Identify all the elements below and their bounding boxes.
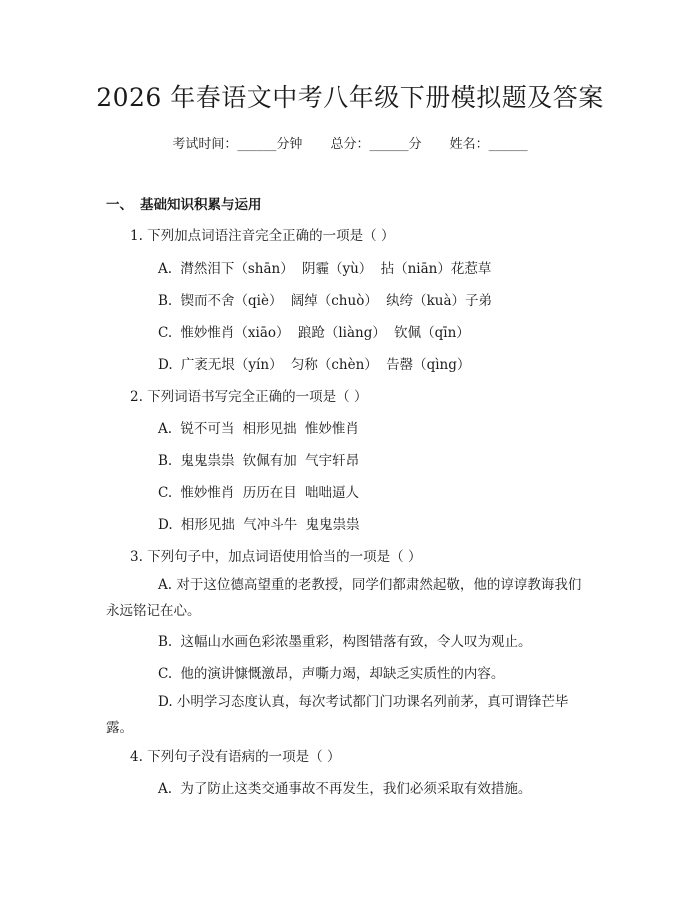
exam-time-field: 考试时间：______分钟 — [172, 137, 303, 152]
question-2-option-c: C. 惟妙惟肖 历历在目 咄咄逼人 — [158, 485, 360, 501]
section-heading — [106, 193, 262, 213]
total-score-field: 总分：______分 — [330, 137, 422, 152]
section-title: 基础知识积累与运用 — [140, 197, 262, 213]
student-name-field: 姓名：______ — [449, 137, 528, 152]
section-number: 一、 — [106, 197, 133, 213]
question-1-option-d: D. 广袤无垠（yín） 匀称（chèn） 告罄（qìng） — [158, 357, 471, 373]
question-1-option-a: A. 潸然泪下（shān） 阴霾（yù） 拈（niān）花惹草 — [158, 261, 492, 277]
question-3-option-b: B. 这幅山水画色彩浓墨重彩，构图错落有致，令人叹为观止。 — [158, 634, 532, 650]
question-4-stem: 4. 下列句子没有语病的一项是（ ） — [130, 749, 341, 765]
question-1-stem: 1. 下列加点词语注音完全正确的一项是（ ） — [130, 228, 395, 244]
question-2-option-a: A. 锐不可当 相形见拙 惟妙惟肖 — [158, 421, 359, 437]
question-1-option-b: B. 锲而不舍（qiè） 阔绰（chuò） 纨绔（kuà）子弟 — [158, 293, 493, 309]
exam-meta — [0, 133, 700, 152]
question-4-option-a: A. 为了防止这类交通事故不再发生，我们必须采取有效措施。 — [158, 781, 532, 797]
question-2-option-b: B. 鬼鬼祟祟 钦佩有加 气宇轩昂 — [158, 453, 360, 469]
question-2-stem: 2. 下列词语书写完全正确的一项是（ ） — [130, 389, 368, 405]
question-3-stem: 3. 下列句子中，加点词语使用恰当的一项是（ ） — [130, 549, 422, 565]
question-1-option-c: C. 惟妙惟肖（xiāo） 踉跄（liàng） 钦佩（qīn） — [158, 325, 470, 341]
question-3-option-a: A. 对于这位德高望重的老教授，同学们都肃然起敬，他的谆谆教诲我们永远铭记在心。 — [106, 577, 582, 619]
question-2-option-d: D. 相形见拙 气冲斗牛 鬼鬼祟祟 — [158, 517, 360, 533]
question-3-option-d: D. 小明学习态度认真，每次考试都门门功课名列前茅，真可谓锋芒毕露。 — [106, 694, 569, 736]
page-title: 2026 年春语文中考八年级下册模拟题及答案 — [96, 83, 604, 112]
question-3-option-c: C. 他的演讲慷慨激昂，声嘶力竭，却缺乏实质性的内容。 — [158, 666, 505, 682]
